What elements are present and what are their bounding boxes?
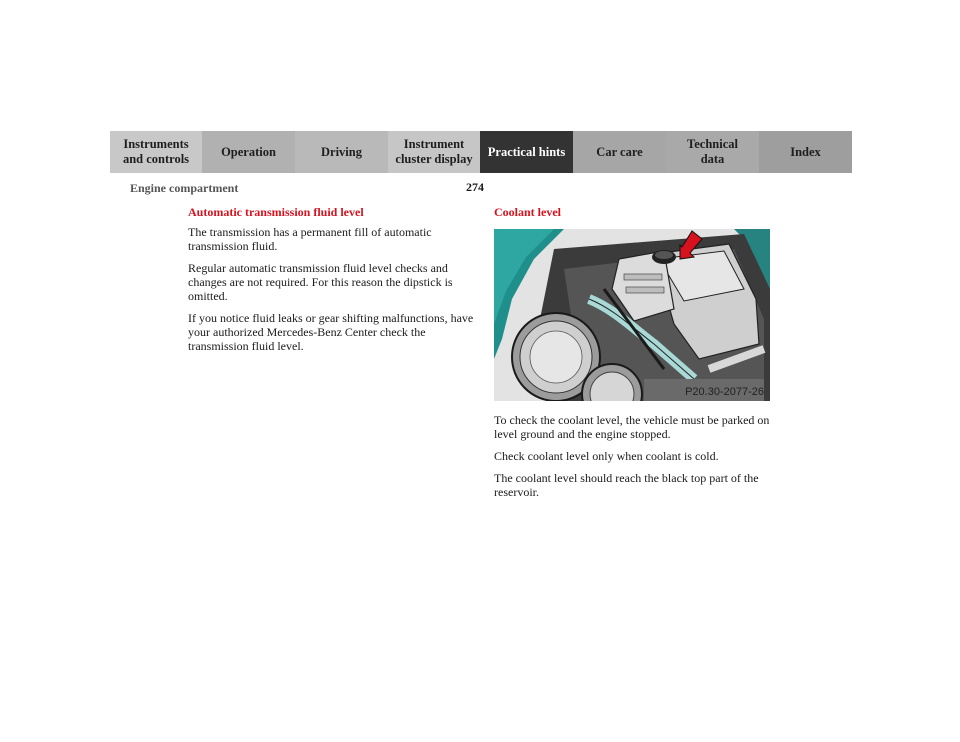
- transmission-paragraph-1: The transmission has a permanent fill of automatic transmission fluid.: [188, 225, 432, 253]
- tab-technical-data[interactable]: Technical data: [666, 131, 759, 173]
- tab-practical-hints[interactable]: Practical hints: [480, 131, 573, 173]
- chapter-tab-bar: [110, 131, 852, 173]
- coolant-paragraph-2: Check coolant level only when coolant is cold.: [494, 449, 719, 463]
- transmission-fluid-section: [188, 205, 478, 361]
- transmission-paragraph-3: If you notice fluid leaks or gear shifting malfunctions, have your authorized Mercedes-Benz Center check the transmission fluid level.: [188, 311, 474, 353]
- section-title: Engine compartment: [130, 181, 239, 195]
- transmission-fluid-heading: Automatic transmission fluid level: [188, 205, 364, 219]
- coolant-level-section: [494, 205, 784, 507]
- coolant-level-heading: Coolant level: [494, 205, 561, 219]
- tab-instruments-and-controls[interactable]: Instruments and controls: [110, 131, 202, 173]
- tab-driving[interactable]: Driving: [295, 131, 388, 173]
- tab-index[interactable]: Index: [759, 131, 852, 173]
- coolant-paragraph-3: The coolant level should reach the black top part of the reservoir.: [494, 471, 759, 499]
- engine-compartment-illustration: [494, 229, 770, 401]
- tab-car-care[interactable]: Car care: [573, 131, 666, 173]
- figure-code: P20.30-2077-26: [685, 386, 764, 398]
- tab-instrument-cluster-display[interactable]: Instrument cluster display: [388, 131, 480, 173]
- page-number: 274: [466, 180, 484, 194]
- coolant-paragraph-1: To check the coolant level, the vehicle must be parked on level ground and the engine stopped.: [494, 413, 770, 441]
- tab-operation[interactable]: Operation: [202, 131, 295, 173]
- transmission-paragraph-2: Regular automatic transmission fluid level checks and changes are not required. For this reason the dipstick is omitted.: [188, 261, 453, 303]
- engine-drawing: [494, 229, 770, 401]
